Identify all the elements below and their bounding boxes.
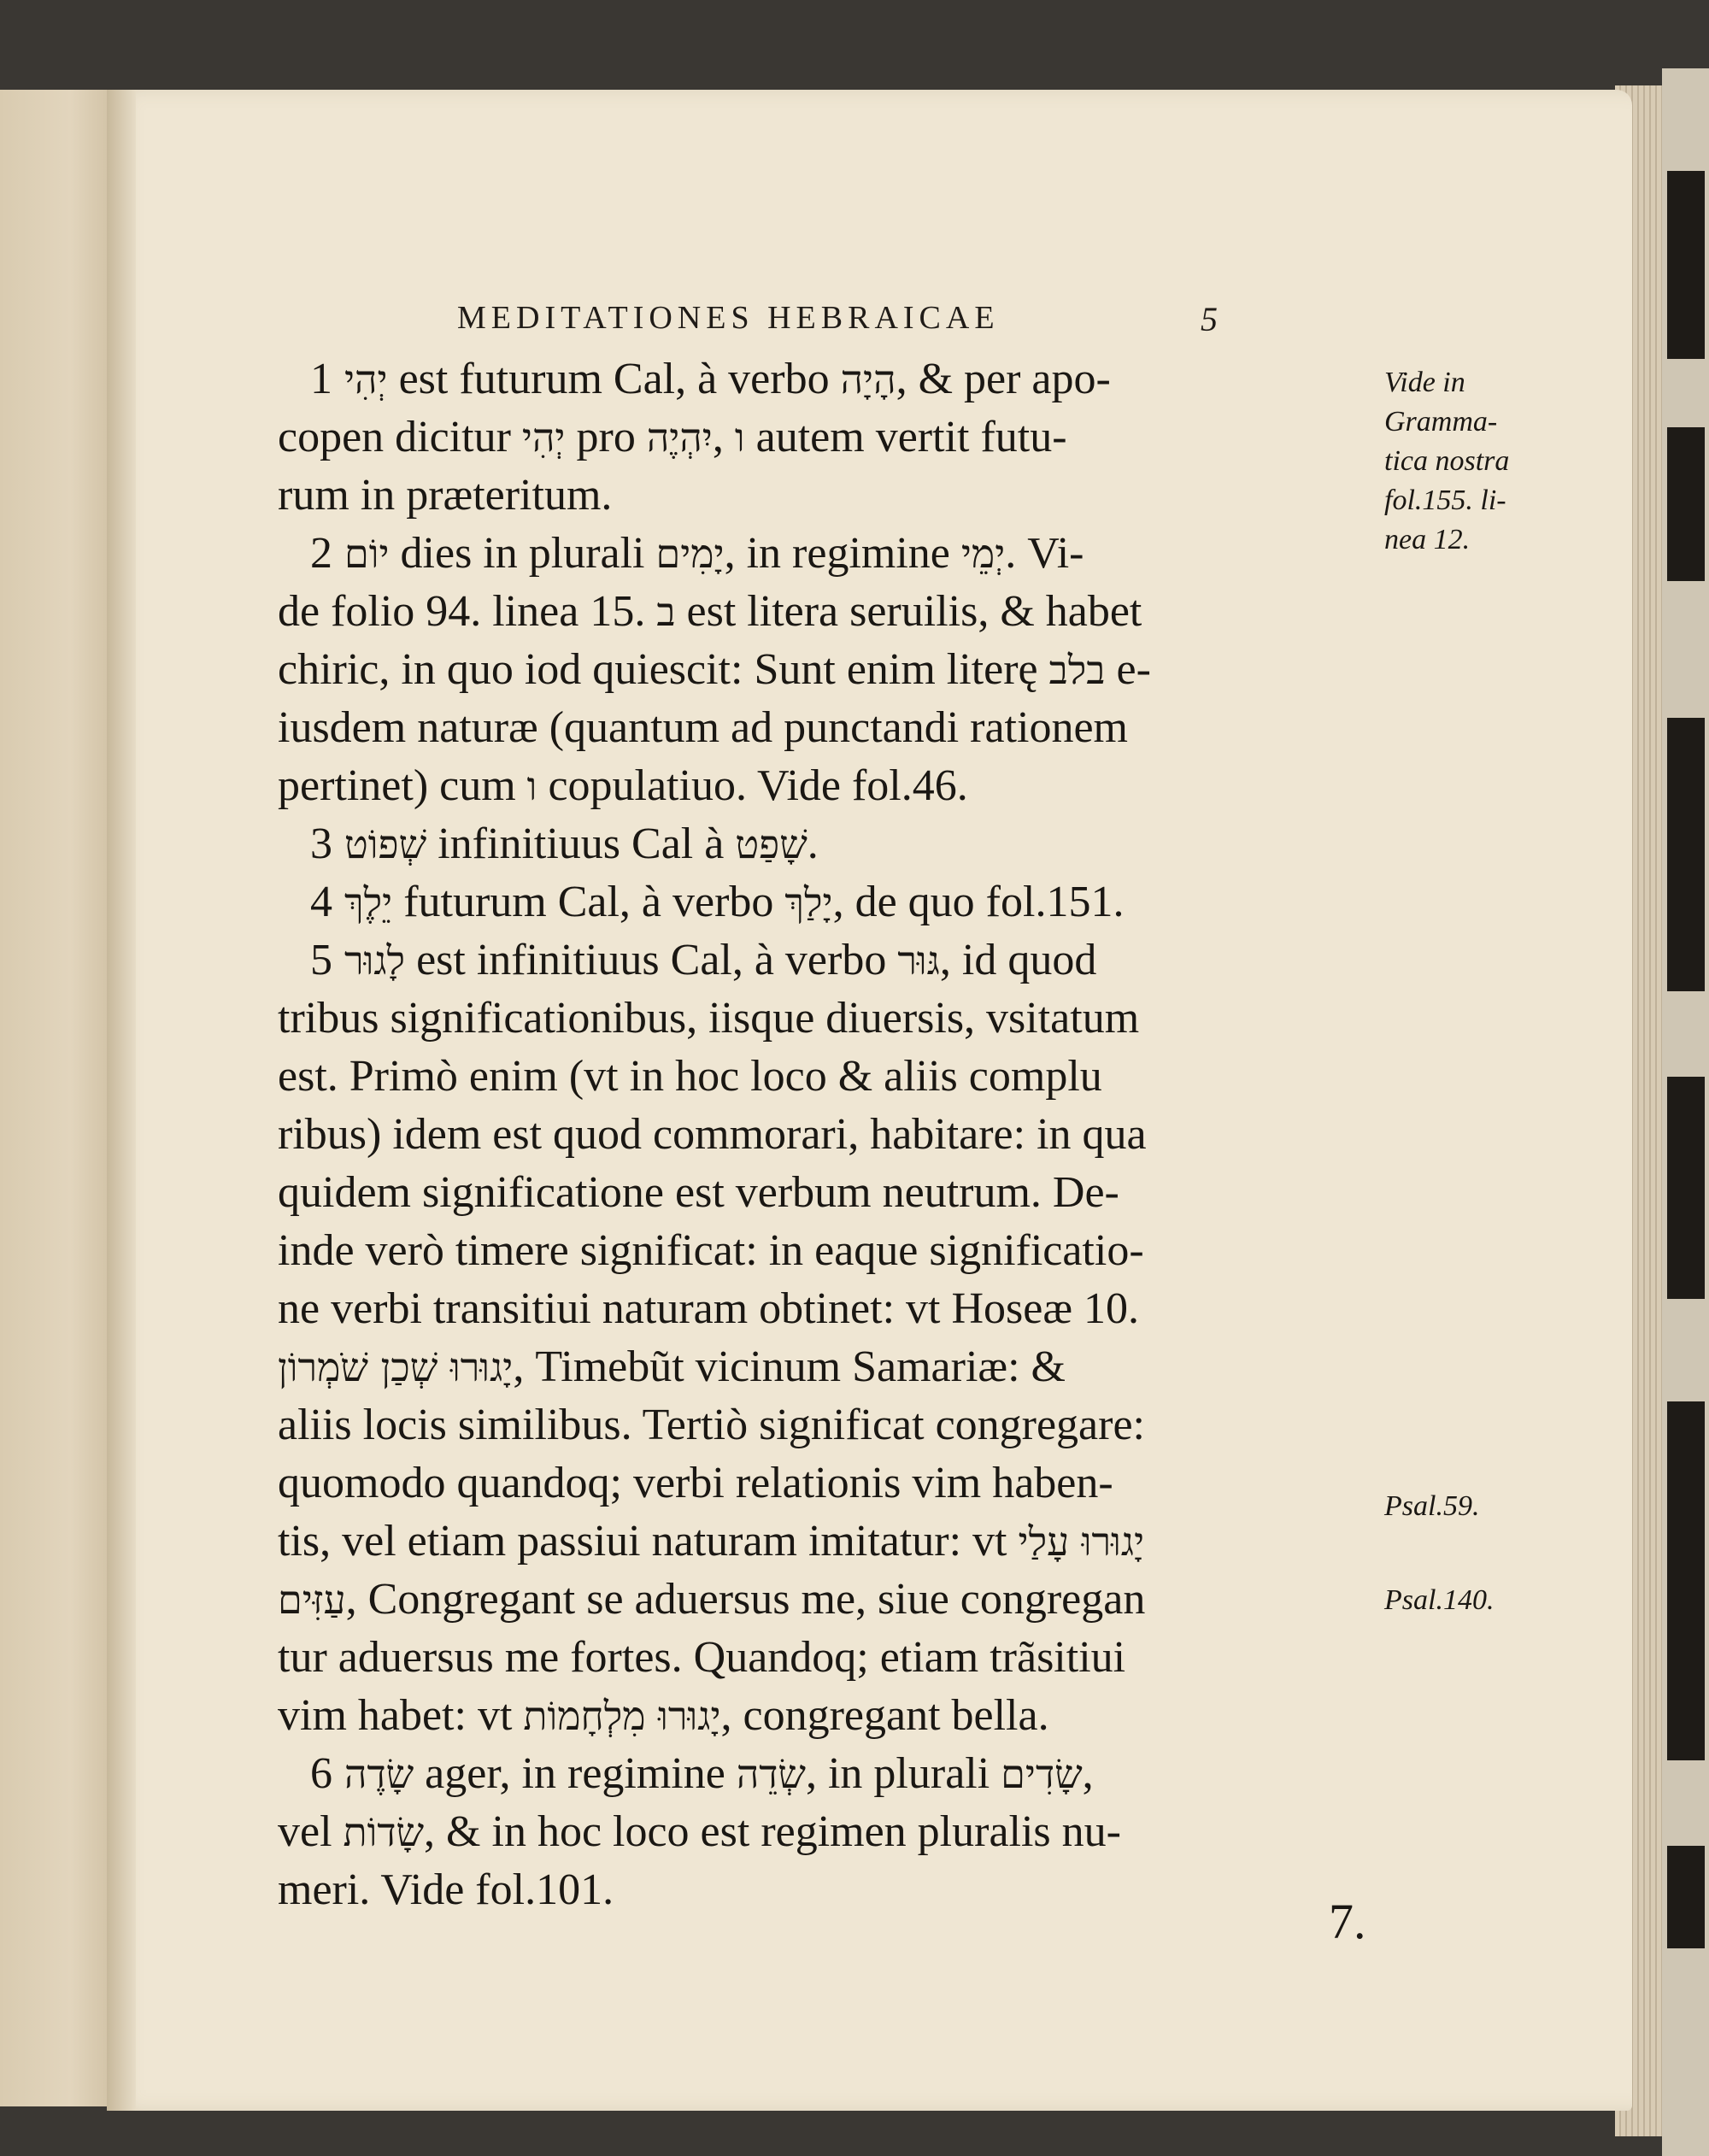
next-page-edge <box>1662 68 1709 2156</box>
page-gutter <box>107 90 136 2111</box>
note-5-line <box>278 1454 1380 1513</box>
hebrew-word: יוֹם <box>344 531 390 577</box>
latin-text: , & in hoc loco est regimen pluralis nu- <box>424 1807 1121 1856</box>
hebrew-phrase: יָגוּרוּ מִלְחָמוֹת <box>523 1693 721 1739</box>
latin-text: , & per apo- <box>896 355 1111 403</box>
note-5-line: tribus significationibus, iisque diuersis, vsitatum <box>278 994 1140 1043</box>
latin-text: , <box>712 413 735 461</box>
latin-text: meri. Vide fol.101. <box>278 1865 614 1914</box>
note-5-line <box>278 1338 1380 1396</box>
note-1-line <box>278 408 1380 467</box>
note-5-line: ribus) idem est quod commorari, habitare: in qua <box>278 1110 1147 1159</box>
hebrew-word: יְהִי <box>521 414 566 461</box>
note-number: 4 <box>310 878 332 926</box>
hebrew-word: עַזִּים <box>278 1577 346 1623</box>
hebrew-word: יָלַךְ <box>784 879 833 925</box>
hebrew-word: יְמֵי <box>960 531 1006 577</box>
latin-text: est litera seruilis, & habet <box>675 587 1142 636</box>
hebrew-phrase: יָגוּרוּ עָלַי <box>1018 1519 1145 1565</box>
latin-text: . <box>807 820 819 868</box>
hebrew-word: בלב <box>1048 647 1106 693</box>
hebrew-word: יָמִים <box>655 531 725 577</box>
hebrew-word: לָגוּר <box>344 937 406 984</box>
hebrew-phrase: יָגוּרוּ שְׁכַן שֹׁמְרוֹן <box>278 1344 514 1390</box>
latin-text: infinitiuus Cal à <box>426 820 736 868</box>
latin-text: chiric, in quo iod quiescit: Sunt enim literę <box>278 645 1049 694</box>
hebrew-word: שְׁפוֹט <box>344 821 427 867</box>
latin-text: , Timebũt vicinum Samariæ: & <box>513 1342 1066 1391</box>
hebrew-word: ו <box>734 414 745 461</box>
note-6-line <box>278 1745 1380 1803</box>
note-2-line <box>278 525 1380 583</box>
latin-text: , id quod <box>939 936 1097 984</box>
margin-note-line: Gramma- <box>1384 406 1498 438</box>
margin-note-line: tica nostra <box>1384 445 1510 477</box>
latin-text: aliis locis similibus. Tertiò significat congregare: <box>278 1401 1145 1449</box>
note-2-line <box>278 699 1380 757</box>
margin-note-grammar <box>1384 363 1509 560</box>
note-4-line <box>278 873 1380 931</box>
latin-text: est futurum Cal, à verbo <box>387 355 841 403</box>
note-5-line: est. Primò enim (vt in hoc loco & aliis complu <box>278 1052 1102 1101</box>
hebrew-word: יִהְיֶה <box>646 414 713 461</box>
latin-text: copen dicitur <box>278 413 522 461</box>
note-5-line <box>278 1629 1380 1687</box>
note-2-line <box>278 757 1380 815</box>
hebrew-word: יֵלֶךְ <box>344 879 393 925</box>
margin-note-psalm-59: Psal.59. <box>1384 1490 1480 1522</box>
note-5-line: ne verbi transitiui naturam obtinet: vt Hoseæ 10. <box>278 1284 1140 1333</box>
hebrew-word: שְׂדֵה <box>736 1751 806 1797</box>
latin-text: vim habet: vt <box>278 1691 524 1740</box>
page-number: 5 <box>1201 300 1218 338</box>
note-5-line: inde verò timere significat: in eaque significatio- <box>278 1226 1144 1275</box>
latin-text: quomodo quandoq; verbi relationis vim haben- <box>278 1459 1113 1507</box>
hebrew-word: שָׁפַט <box>735 821 808 867</box>
latin-text: pro <box>565 413 647 461</box>
running-head <box>107 299 1632 350</box>
hebrew-word: יְהִי <box>344 356 388 402</box>
latin-text: tur aduersus me fortes. Quandoq; etiam trãsitiui <box>278 1633 1126 1682</box>
book-page <box>107 90 1632 2111</box>
latin-text: est infinitiuus Cal, à verbo <box>405 936 898 984</box>
latin-text: , in regimine <box>724 529 961 578</box>
hebrew-word: שָׂדוֹת <box>343 1809 425 1855</box>
latin-text: , <box>1082 1749 1094 1798</box>
margin-note-line: Vide in <box>1384 367 1465 398</box>
note-number: 6 <box>310 1749 332 1798</box>
note-5-line <box>278 1687 1380 1745</box>
latin-text: autem vertit futu- <box>744 413 1067 461</box>
margin-note-line: fol.155. li- <box>1384 485 1506 516</box>
note-number: 3 <box>310 820 332 868</box>
hebrew-word: גּוּר <box>897 937 940 984</box>
margin-note-psalm-140: Psal.140. <box>1384 1584 1495 1616</box>
note-5-line <box>278 1396 1380 1454</box>
latin-text: , in plurali <box>805 1749 1001 1798</box>
note-5-line <box>278 931 1380 990</box>
latin-text: pertinet) cum <box>278 761 527 810</box>
note-number: 2 <box>310 529 332 578</box>
note-3-line <box>278 815 1380 873</box>
note-6-line <box>278 1803 1380 1861</box>
latin-text: , congregant bella. <box>720 1691 1049 1740</box>
note-2-line <box>278 641 1380 699</box>
note-2-line <box>278 583 1380 641</box>
latin-text: iusdem naturæ (quantum ad punctandi rationem <box>278 703 1128 752</box>
note-1-line <box>278 467 1380 525</box>
latin-text: ager, in regimine <box>414 1749 737 1798</box>
note-5-line: quidem significatione est verbum neutrum. De- <box>278 1168 1119 1217</box>
note-number: 1 <box>310 355 332 403</box>
latin-text: rum in præteritum. <box>278 471 613 520</box>
catchword: 7. <box>1329 1894 1366 1949</box>
latin-text: e- <box>1105 645 1151 694</box>
latin-text: de folio 94. linea 15. <box>278 587 657 636</box>
latin-text: tis, vel etiam passiui naturam imitatur: vt <box>278 1517 1019 1566</box>
latin-text: copulatiuo. Vide fol.46. <box>537 761 968 810</box>
note-6-line <box>278 1861 1380 1919</box>
margin-note-line: nea 12. <box>1384 524 1471 555</box>
running-head-title: MEDITATIONES HEBRAICAE <box>457 300 1000 336</box>
note-1-line <box>278 350 1380 408</box>
hebrew-word: ב <box>656 589 676 635</box>
note-5-line <box>278 1571 1380 1629</box>
hebrew-word: שָׂדִים <box>1001 1751 1083 1797</box>
latin-text: vel <box>278 1807 344 1856</box>
latin-text: , Congregant se aduersus me, siue congregan <box>345 1575 1146 1624</box>
latin-text: , de quo fol.151. <box>832 878 1125 926</box>
commentary-text <box>278 350 1380 1919</box>
latin-text: . Vi- <box>1005 529 1084 578</box>
hebrew-word: שָׂדֶה <box>344 1751 414 1797</box>
hebrew-word: הָיָה <box>840 356 896 402</box>
latin-text: futurum Cal, à verbo <box>392 878 785 926</box>
hebrew-word: ו <box>526 763 537 809</box>
latin-text: dies in plurali <box>389 529 656 578</box>
note-number: 5 <box>310 936 332 984</box>
note-5-line <box>278 1513 1380 1571</box>
